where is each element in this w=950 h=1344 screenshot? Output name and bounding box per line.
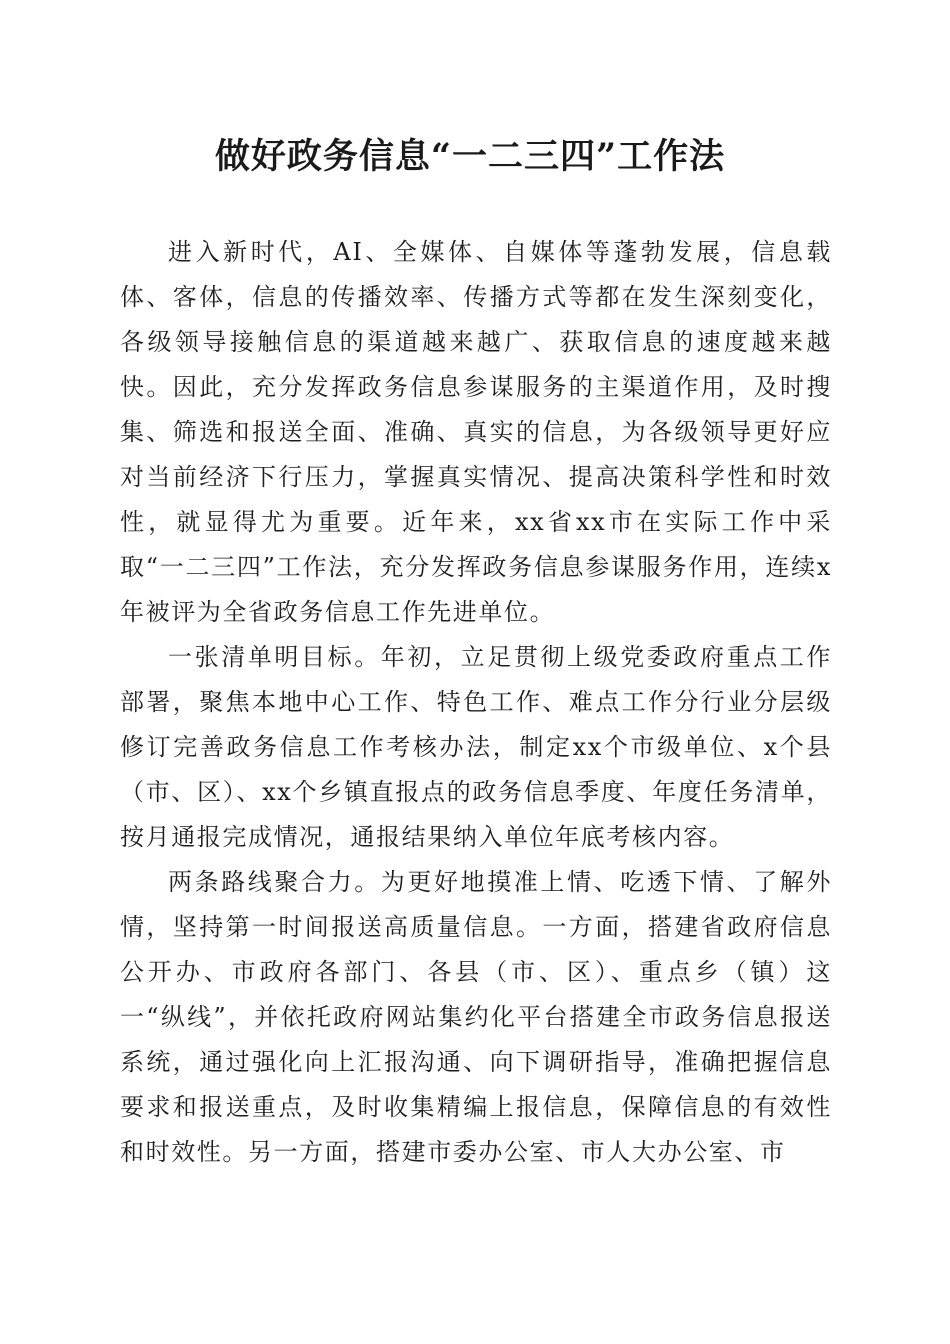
document-body: [120, 230, 832, 1175]
paragraph-one-list: 一张清单明目标。年初，立足贯彻上级党委政府重点工作部署，聚焦本地中心工作、特色工作、难点工作分行业分层级修订完善政务信息工作考核办法，制定xx个市级单位、x个县（市、区）、xx个乡镇直报点的政务信息季度、年度任务清单，按月通报完成情况，通报结果纳入单位年底考核内容。: [120, 643, 832, 851]
paragraph-intro: 进入新时代，AI、全媒体、自媒体等蓬勃发展，信息载体、客体，信息的传播效率、传播方式等都在发生深刻变化，各级领导接触信息的渠道越来越广、获取信息的速度越来越快。因此，充分发挥政务信息参谋服务的主渠道作用，及时搜集、筛选和报送全面、准确、真实的信息，为各级领导更好应对当前经济下行压力，掌握真实情况、提高决策科学性和时效性，就显得尤为重要。近年来，xx省xx市在实际工作中采取“一二三四”工作法，充分发挥政务信息参谋服务作用，连续x年被评为全省政务信息工作先进单位。: [120, 238, 832, 626]
paragraph-two-routes: 两条路线聚合力。为更好地摸准上情、吃透下情、了解外情，坚持第一时间报送高质量信息。一方面，搭建省政府信息公开办、市政府各部门、各县（市、区）、重点乡（镇）这一“纵线”，并依托政府网站集约化平台搭建全市政务信息报送系统，通过强化向上汇报沟通、向下调研指导，准确把握信息要求和报送重点，及时收集精编上报信息，保障信息的有效性和时效性。另一方面，搭建市委办公室、市人大办公室、市: [120, 868, 832, 1166]
document-title: 做好政务信息“一二三四”工作法: [214, 136, 726, 177]
